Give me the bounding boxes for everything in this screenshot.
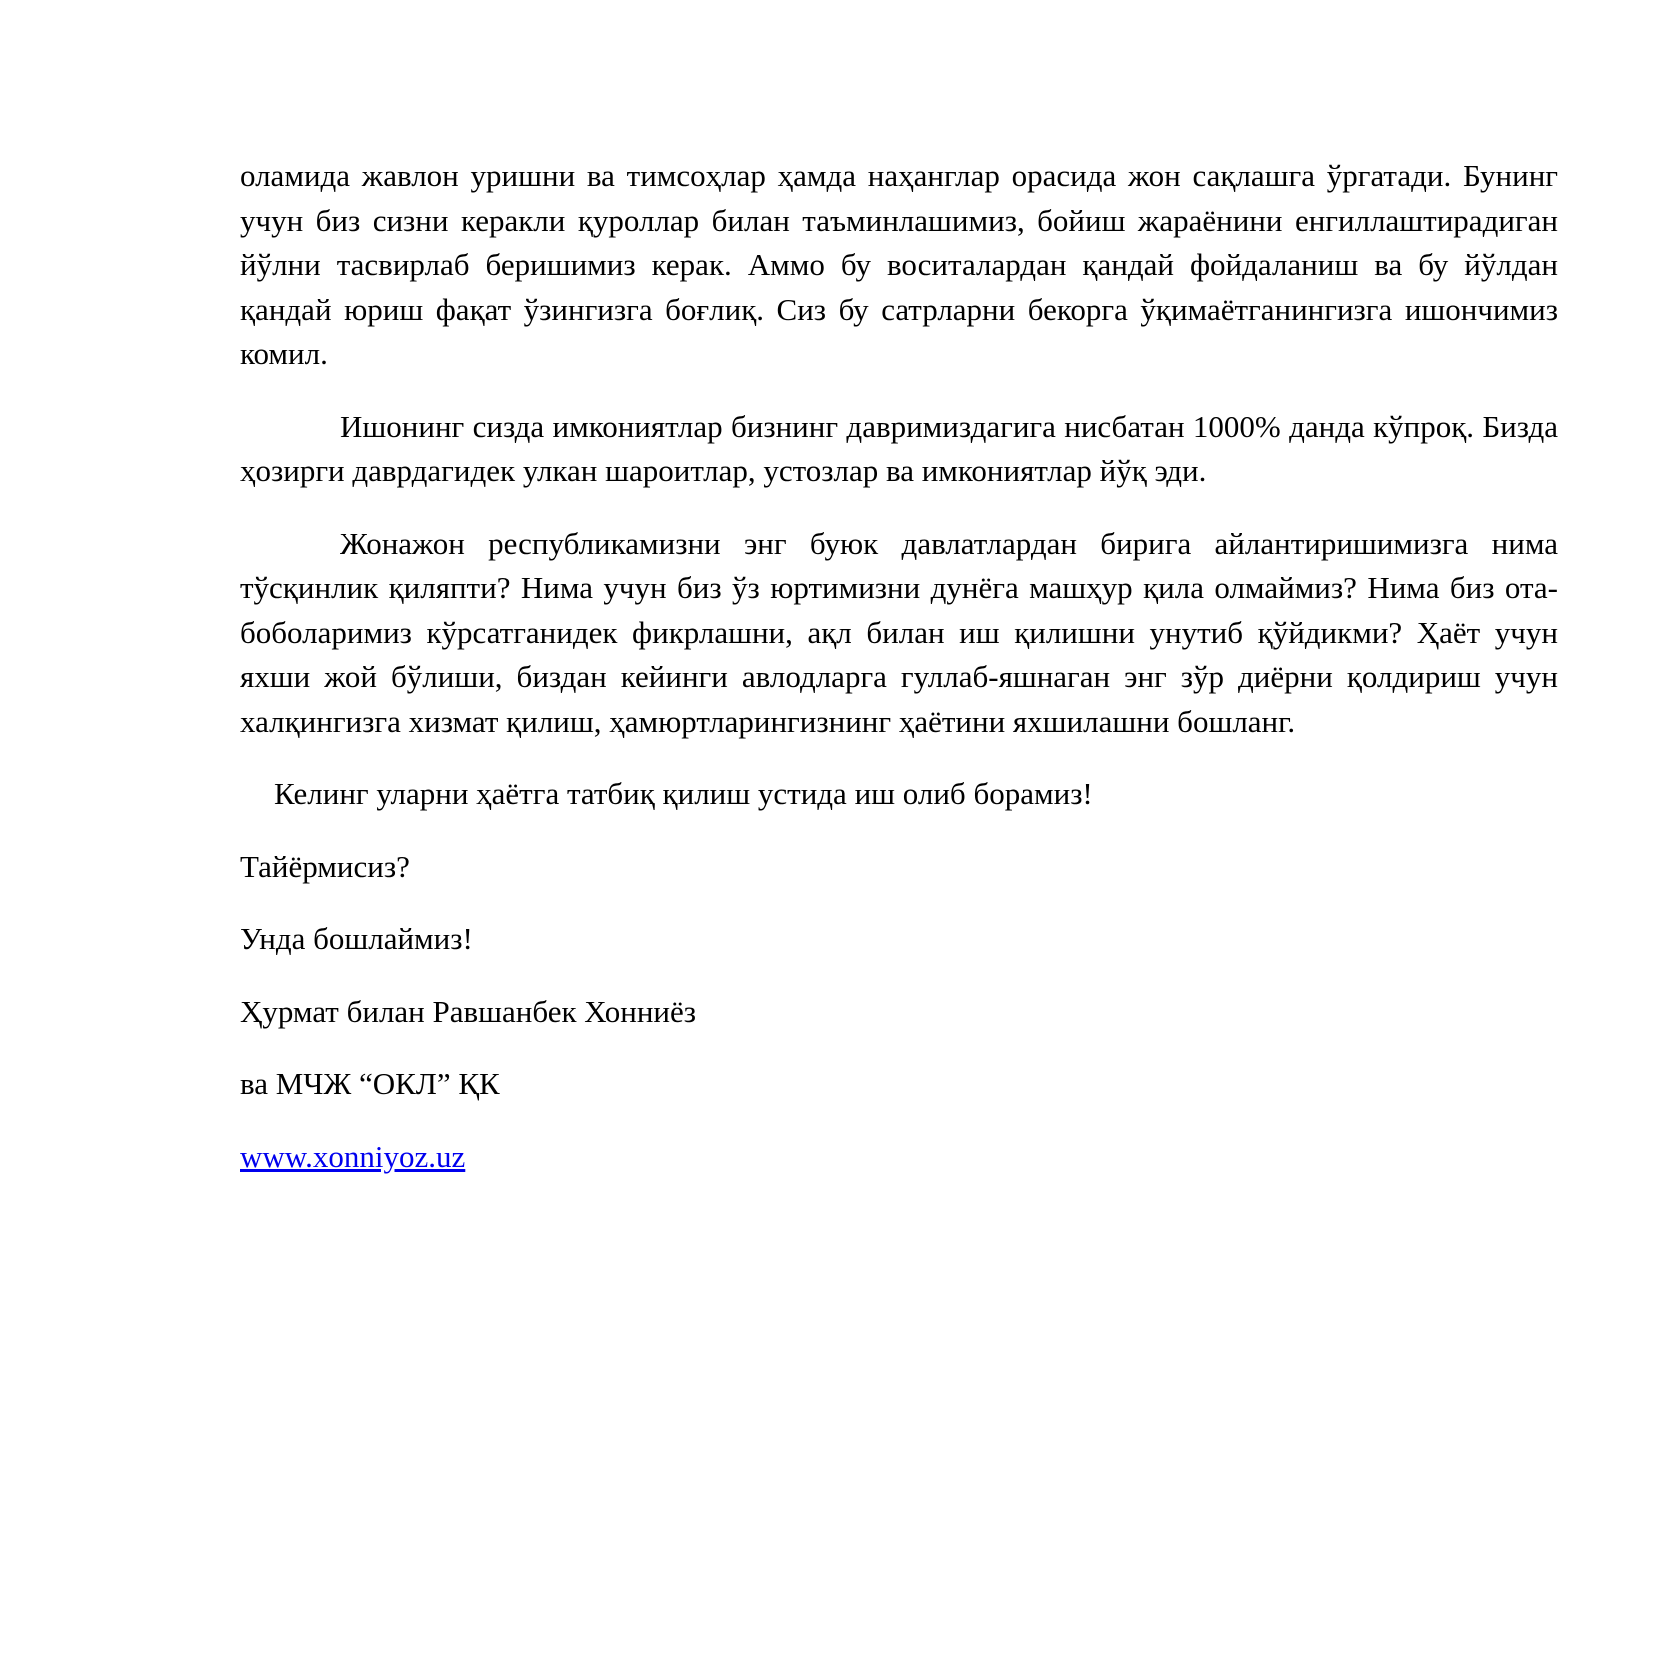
website-link[interactable]: www.xonniyoz.uz <box>240 1138 466 1174</box>
paragraph-2: Ишонинг сизда имкониятлар бизнинг давримиздагига нисбатан 1000% данда кўпроқ. Бизда ҳозирги даврдагидек улкан шароитлар, устозлар ва имкониятлар йўқ эди. <box>240 408 1558 488</box>
start-line: Унда бошлаймиз! <box>240 921 473 956</box>
question-line: Тайёрмисиз? <box>240 848 410 884</box>
paragraph-3: Жонажон республикамизни энг буюк давлатлардан бирига айлантиришимизга нима тўсқинлик қиляпти? Нима учун биз ўз юртимизни дунёга машҳур қила олмаймиз? Нима биз ота-боболаримиз кўрсатганидек фикрлашни, ақл билан иш қилишни унутиб қўйдикми? Ҳаёт учун яхши жой бўлиши, биздан кейинги авлодларга гуллаб-яшнаган энг зўр диёрни қолдириш учун халқингизга хизмат қилиш, ҳамюртларингизнинг ҳаётини яхшилашни бошланг. <box>240 525 1558 739</box>
website-line <box>240 1135 1558 1180</box>
company-line: ва МЧЖ “ОКЛ” ҚК <box>240 1066 500 1101</box>
paragraph-4: Келинг уларни ҳаётга татбиқ қилиш устида иш олиб борамиз! <box>274 776 1093 811</box>
paragraph-1: оламида жавлон уришни ва тимсоҳлар ҳамда наҳанглар орасида жон сақлашга ўргатади. Бунинг учун биз сизни керакли қуроллар билан таъминлашимиз, бойиш жараёнини енгиллаштирадиган йўлни тасвирлаб беришимиз керак. Аммо бу воситалардан қандай фойдаланиш ва бу йўлдан қандай юриш фақат ўзингизга боғлиқ. Сиз бу сатрларни бекорга ўқимаётганингизга ишончимиз комил. <box>240 158 1558 371</box>
signature-line: Ҳурмат билан Равшанбек Хонниёз <box>240 993 697 1029</box>
document-body <box>240 154 1558 1207</box>
